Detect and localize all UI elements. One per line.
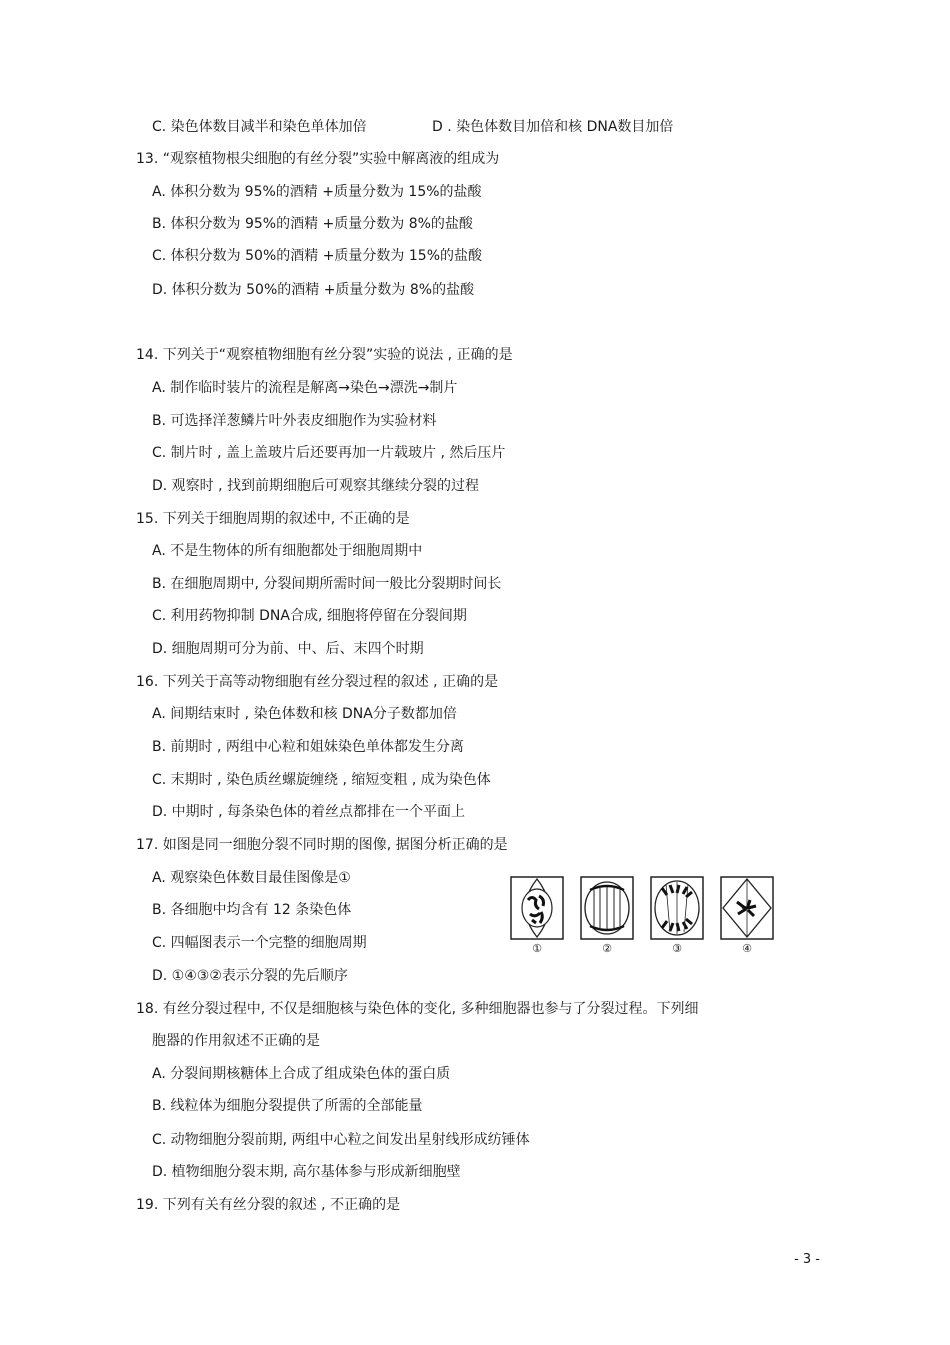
figure-label-3: ③ (672, 942, 682, 955)
q13-option-d: D. 体积分数为 50%的酒精 +质量分数为 8%的盐酸 (152, 282, 475, 298)
q16-option-b: B. 前期时 , 两组中心粒和姐妹染色单体都发生分离 (152, 739, 464, 755)
cell-image-4 (720, 876, 774, 940)
q17-option-c: C. 四幅图表示一个完整的细胞周期 (152, 935, 367, 951)
q15-option-d: D. 细胞周期可分为前、中、后、末四个时期 (152, 641, 424, 657)
q13-option-a: A. 体积分数为 95%的酒精 +质量分数为 15%的盐酸 (152, 184, 482, 200)
page-number: - 3 - (794, 1252, 820, 1267)
q17-option-a: A. 观察染色体数目最佳图像是① (152, 870, 351, 886)
q18-option-d: D. 植物细胞分裂末期, 高尔基体参与形成新细胞壁 (152, 1164, 461, 1180)
q15-stem: 15. 下列关于细胞周期的叙述中, 不正确的是 (136, 511, 410, 527)
figure-label-4: ④ (742, 942, 752, 955)
q13-stem: 13. “观察植物根尖细胞的有丝分裂”实验中解离液的组成为 (136, 151, 500, 167)
q13-option-b: B. 体积分数为 95%的酒精 +质量分数为 8%的盐酸 (152, 216, 473, 232)
figure-label-1: ① (532, 942, 542, 955)
q16-option-a: A. 间期结束时 , 染色体数和核 DNA分子数都加倍 (152, 706, 457, 722)
q12-option-d: D . 染色体数目加倍和核 DNA数目加倍 (432, 119, 674, 135)
q18-stem-line-1: 18. 有丝分裂过程中, 不仅是细胞核与染色体的变化, 多种细胞器也参与了分裂过程。下列细 (136, 1001, 699, 1017)
q15-option-a: A. 不是生物体的所有细胞都处于细胞周期中 (152, 543, 423, 559)
q13-option-c: C. 体积分数为 50%的酒精 +质量分数为 15%的盐酸 (152, 248, 482, 264)
q14-option-d: D. 观察时 , 找到前期细胞后可观察其继续分裂的过程 (152, 478, 480, 494)
cell-image-2 (580, 876, 634, 940)
q12-option-c: C. 染色体数目减半和染色单体加倍 (152, 119, 367, 135)
cell-image-1 (510, 876, 564, 940)
q14-option-c: C. 制片时 , 盖上盖玻片后还要再加一片载玻片 , 然后压片 (152, 445, 506, 461)
q18-stem-line-2: 胞器的作用叙述不正确的是 (152, 1033, 320, 1049)
q18-option-c: C. 动物细胞分裂前期, 两组中心粒之间发出星射线形成纺锤体 (152, 1132, 530, 1148)
q14-stem: 14. 下列关于“观察植物细胞有丝分裂”实验的说法 , 正确的是 (136, 347, 513, 363)
q15-option-b: B. 在细胞周期中, 分裂间期所需时间一般比分裂期时间长 (152, 576, 502, 592)
q18-option-b: B. 线粒体为细胞分裂提供了所需的全部能量 (152, 1098, 423, 1114)
q16-option-c: C. 末期时 , 染色质丝螺旋缠绕 , 缩短变粗 , 成为染色体 (152, 772, 491, 788)
q16-option-d: D. 中期时 , 每条染色体的着丝点都排在一个平面上 (152, 804, 466, 820)
cell-division-figure (510, 876, 774, 960)
q14-option-b: B. 可选择洋葱鳞片叶外表皮细胞作为实验材料 (152, 413, 437, 429)
q15-option-c: C. 利用药物抑制 DNA合成, 细胞将停留在分裂间期 (152, 608, 467, 624)
figure-label-2: ② (602, 942, 612, 955)
q18-option-a: A. 分裂间期核糖体上合成了组成染色体的蛋白质 (152, 1066, 451, 1082)
q17-stem: 17. 如图是同一细胞分裂不同时期的图像, 据图分析正确的是 (136, 837, 508, 853)
q17-option-b: B. 各细胞中均含有 12 条染色体 (152, 902, 352, 918)
q19-stem: 19. 下列有关有丝分裂的叙述 , 不正确的是 (136, 1197, 401, 1213)
q16-stem: 16. 下列关于高等动物细胞有丝分裂过程的叙述 , 正确的是 (136, 674, 499, 690)
q17-option-d: D. ①④③②表示分裂的先后顺序 (152, 968, 348, 984)
cell-image-3 (650, 876, 704, 940)
q14-option-a: A. 制作临时装片的流程是解离→染色→漂洗→制片 (152, 380, 458, 396)
